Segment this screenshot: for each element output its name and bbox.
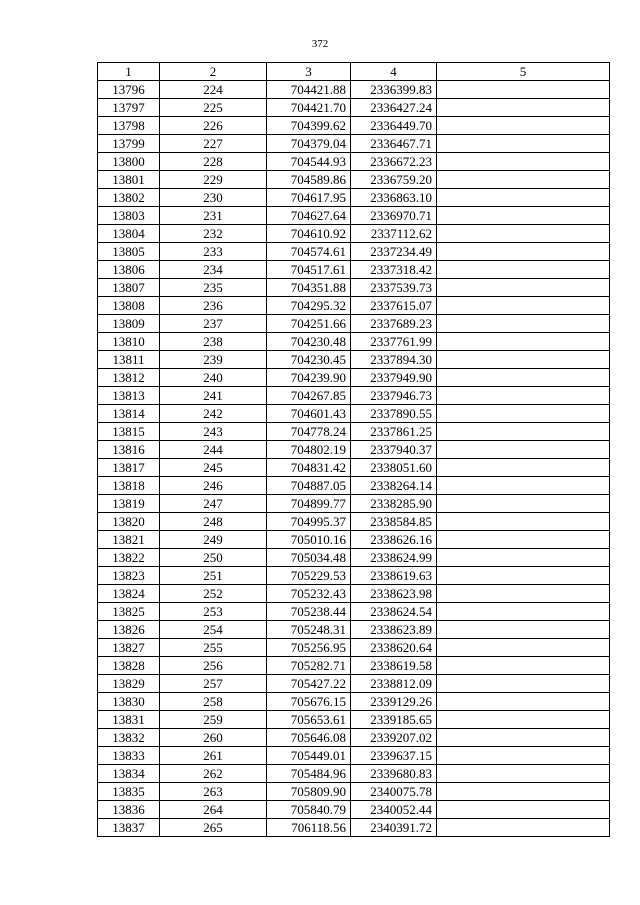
row-number-cell: 13805 bbox=[98, 243, 160, 261]
point-number-cell: 236 bbox=[160, 297, 267, 315]
point-number-cell: 251 bbox=[160, 567, 267, 585]
table-row bbox=[98, 81, 610, 99]
note-cell bbox=[437, 135, 610, 153]
row-number-cell: 13806 bbox=[98, 261, 160, 279]
point-number-cell: 258 bbox=[160, 693, 267, 711]
x-coordinate-cell: 704230.48 bbox=[267, 333, 351, 351]
column-header-1: 1 bbox=[98, 63, 160, 81]
table-row bbox=[98, 711, 610, 729]
note-cell bbox=[437, 549, 610, 567]
table-row bbox=[98, 405, 610, 423]
row-number-cell: 13835 bbox=[98, 783, 160, 801]
x-coordinate-cell: 704802.19 bbox=[267, 441, 351, 459]
point-number-cell: 264 bbox=[160, 801, 267, 819]
y-coordinate-cell: 2336399.83 bbox=[351, 81, 437, 99]
point-number-cell: 259 bbox=[160, 711, 267, 729]
point-number-cell: 241 bbox=[160, 387, 267, 405]
note-cell bbox=[437, 477, 610, 495]
x-coordinate-cell: 705484.96 bbox=[267, 765, 351, 783]
point-number-cell: 247 bbox=[160, 495, 267, 513]
table-row bbox=[98, 387, 610, 405]
x-coordinate-cell: 705676.15 bbox=[267, 693, 351, 711]
note-cell bbox=[437, 585, 610, 603]
table-body bbox=[98, 81, 610, 837]
x-coordinate-cell: 704295.32 bbox=[267, 297, 351, 315]
x-coordinate-cell: 704831.42 bbox=[267, 459, 351, 477]
row-number-cell: 13823 bbox=[98, 567, 160, 585]
point-number-cell: 244 bbox=[160, 441, 267, 459]
row-number-cell: 13833 bbox=[98, 747, 160, 765]
row-number-cell: 13799 bbox=[98, 135, 160, 153]
y-coordinate-cell: 2340391.72 bbox=[351, 819, 437, 837]
point-number-cell: 265 bbox=[160, 819, 267, 837]
x-coordinate-cell: 704887.05 bbox=[267, 477, 351, 495]
y-coordinate-cell: 2337940.37 bbox=[351, 441, 437, 459]
row-number-cell: 13804 bbox=[98, 225, 160, 243]
y-coordinate-cell: 2339680.83 bbox=[351, 765, 437, 783]
note-cell bbox=[437, 531, 610, 549]
note-cell bbox=[437, 801, 610, 819]
point-number-cell: 248 bbox=[160, 513, 267, 531]
row-number-cell: 13830 bbox=[98, 693, 160, 711]
row-number-cell: 13815 bbox=[98, 423, 160, 441]
column-header-4: 4 bbox=[351, 63, 437, 81]
point-number-cell: 233 bbox=[160, 243, 267, 261]
x-coordinate-cell: 704399.62 bbox=[267, 117, 351, 135]
x-coordinate-cell: 705238.44 bbox=[267, 603, 351, 621]
table-row bbox=[98, 243, 610, 261]
note-cell bbox=[437, 675, 610, 693]
table-row bbox=[98, 423, 610, 441]
x-coordinate-cell: 705282.71 bbox=[267, 657, 351, 675]
y-coordinate-cell: 2339637.15 bbox=[351, 747, 437, 765]
y-coordinate-cell: 2339207.02 bbox=[351, 729, 437, 747]
row-number-cell: 13820 bbox=[98, 513, 160, 531]
x-coordinate-cell: 704379.04 bbox=[267, 135, 351, 153]
row-number-cell: 13801 bbox=[98, 171, 160, 189]
x-coordinate-cell: 704899.77 bbox=[267, 495, 351, 513]
note-cell bbox=[437, 639, 610, 657]
table-row bbox=[98, 819, 610, 837]
table-row bbox=[98, 459, 610, 477]
note-cell bbox=[437, 405, 610, 423]
y-coordinate-cell: 2337112.62 bbox=[351, 225, 437, 243]
table-row bbox=[98, 297, 610, 315]
point-number-cell: 246 bbox=[160, 477, 267, 495]
row-number-cell: 13827 bbox=[98, 639, 160, 657]
x-coordinate-cell: 705232.43 bbox=[267, 585, 351, 603]
table-row bbox=[98, 153, 610, 171]
note-cell bbox=[437, 279, 610, 297]
x-coordinate-cell: 704995.37 bbox=[267, 513, 351, 531]
note-cell bbox=[437, 351, 610, 369]
table-row bbox=[98, 675, 610, 693]
x-coordinate-cell: 705646.08 bbox=[267, 729, 351, 747]
x-coordinate-cell: 705653.61 bbox=[267, 711, 351, 729]
note-cell bbox=[437, 333, 610, 351]
table-row bbox=[98, 333, 610, 351]
note-cell bbox=[437, 621, 610, 639]
y-coordinate-cell: 2338619.58 bbox=[351, 657, 437, 675]
y-coordinate-cell: 2336759.20 bbox=[351, 171, 437, 189]
point-number-cell: 257 bbox=[160, 675, 267, 693]
x-coordinate-cell: 705449.01 bbox=[267, 747, 351, 765]
point-number-cell: 250 bbox=[160, 549, 267, 567]
x-coordinate-cell: 704517.61 bbox=[267, 261, 351, 279]
y-coordinate-cell: 2337890.55 bbox=[351, 405, 437, 423]
table-row bbox=[98, 441, 610, 459]
y-coordinate-cell: 2338624.99 bbox=[351, 549, 437, 567]
row-number-cell: 13819 bbox=[98, 495, 160, 513]
table-row bbox=[98, 477, 610, 495]
row-number-cell: 13822 bbox=[98, 549, 160, 567]
table-row bbox=[98, 531, 610, 549]
note-cell bbox=[437, 387, 610, 405]
point-number-cell: 226 bbox=[160, 117, 267, 135]
page-number: 372 bbox=[311, 38, 329, 50]
point-number-cell: 254 bbox=[160, 621, 267, 639]
note-cell bbox=[437, 747, 610, 765]
table-row bbox=[98, 585, 610, 603]
row-number-cell: 13836 bbox=[98, 801, 160, 819]
x-coordinate-cell: 704351.88 bbox=[267, 279, 351, 297]
table-row bbox=[98, 261, 610, 279]
note-cell bbox=[437, 495, 610, 513]
note-cell bbox=[437, 297, 610, 315]
row-number-cell: 13834 bbox=[98, 765, 160, 783]
table-row bbox=[98, 495, 610, 513]
row-number-cell: 13800 bbox=[98, 153, 160, 171]
point-number-cell: 237 bbox=[160, 315, 267, 333]
row-number-cell: 13821 bbox=[98, 531, 160, 549]
row-number-cell: 13803 bbox=[98, 207, 160, 225]
note-cell bbox=[437, 567, 610, 585]
point-number-cell: 229 bbox=[160, 171, 267, 189]
y-coordinate-cell: 2338626.16 bbox=[351, 531, 437, 549]
note-cell bbox=[437, 693, 610, 711]
x-coordinate-cell: 704589.86 bbox=[267, 171, 351, 189]
row-number-cell: 13829 bbox=[98, 675, 160, 693]
table-row bbox=[98, 513, 610, 531]
y-coordinate-cell: 2336449.70 bbox=[351, 117, 437, 135]
row-number-cell: 13809 bbox=[98, 315, 160, 333]
table-row bbox=[98, 729, 610, 747]
note-cell bbox=[437, 225, 610, 243]
note-cell bbox=[437, 369, 610, 387]
table-row bbox=[98, 657, 610, 675]
y-coordinate-cell: 2337894.30 bbox=[351, 351, 437, 369]
row-number-cell: 13802 bbox=[98, 189, 160, 207]
table-row bbox=[98, 189, 610, 207]
note-cell bbox=[437, 117, 610, 135]
note-cell bbox=[437, 819, 610, 837]
y-coordinate-cell: 2338285.90 bbox=[351, 495, 437, 513]
table-row bbox=[98, 621, 610, 639]
table-row bbox=[98, 783, 610, 801]
y-coordinate-cell: 2336672.23 bbox=[351, 153, 437, 171]
note-cell bbox=[437, 261, 610, 279]
y-coordinate-cell: 2339129.26 bbox=[351, 693, 437, 711]
x-coordinate-cell: 704627.64 bbox=[267, 207, 351, 225]
y-coordinate-cell: 2339185.65 bbox=[351, 711, 437, 729]
table-row bbox=[98, 765, 610, 783]
table-row bbox=[98, 351, 610, 369]
point-number-cell: 238 bbox=[160, 333, 267, 351]
point-number-cell: 230 bbox=[160, 189, 267, 207]
point-number-cell: 260 bbox=[160, 729, 267, 747]
x-coordinate-cell: 704239.90 bbox=[267, 369, 351, 387]
row-number-cell: 13796 bbox=[98, 81, 160, 99]
y-coordinate-cell: 2337946.73 bbox=[351, 387, 437, 405]
y-coordinate-cell: 2336970.71 bbox=[351, 207, 437, 225]
table-row bbox=[98, 369, 610, 387]
row-number-cell: 13826 bbox=[98, 621, 160, 639]
note-cell bbox=[437, 459, 610, 477]
row-number-cell: 13837 bbox=[98, 819, 160, 837]
table-row bbox=[98, 801, 610, 819]
point-number-cell: 263 bbox=[160, 783, 267, 801]
x-coordinate-cell: 705809.90 bbox=[267, 783, 351, 801]
x-coordinate-cell: 704421.88 bbox=[267, 81, 351, 99]
y-coordinate-cell: 2340075.78 bbox=[351, 783, 437, 801]
table-row bbox=[98, 99, 610, 117]
table-row bbox=[98, 603, 610, 621]
table-row bbox=[98, 171, 610, 189]
point-number-cell: 234 bbox=[160, 261, 267, 279]
x-coordinate-cell: 704544.93 bbox=[267, 153, 351, 171]
y-coordinate-cell: 2340052.44 bbox=[351, 801, 437, 819]
point-number-cell: 261 bbox=[160, 747, 267, 765]
point-number-cell: 249 bbox=[160, 531, 267, 549]
x-coordinate-cell: 705248.31 bbox=[267, 621, 351, 639]
column-header-5: 5 bbox=[437, 63, 610, 81]
point-number-cell: 228 bbox=[160, 153, 267, 171]
point-number-cell: 231 bbox=[160, 207, 267, 225]
y-coordinate-cell: 2336467.71 bbox=[351, 135, 437, 153]
point-number-cell: 239 bbox=[160, 351, 267, 369]
x-coordinate-cell: 704574.61 bbox=[267, 243, 351, 261]
note-cell bbox=[437, 513, 610, 531]
row-number-cell: 13816 bbox=[98, 441, 160, 459]
table-row bbox=[98, 135, 610, 153]
y-coordinate-cell: 2338051.60 bbox=[351, 459, 437, 477]
row-number-cell: 13814 bbox=[98, 405, 160, 423]
y-coordinate-cell: 2338619.63 bbox=[351, 567, 437, 585]
x-coordinate-cell: 705256.95 bbox=[267, 639, 351, 657]
table-row bbox=[98, 567, 610, 585]
note-cell bbox=[437, 603, 610, 621]
row-number-cell: 13824 bbox=[98, 585, 160, 603]
y-coordinate-cell: 2337539.73 bbox=[351, 279, 437, 297]
note-cell bbox=[437, 153, 610, 171]
note-cell bbox=[437, 423, 610, 441]
x-coordinate-cell: 704601.43 bbox=[267, 405, 351, 423]
row-number-cell: 13810 bbox=[98, 333, 160, 351]
point-number-cell: 235 bbox=[160, 279, 267, 297]
table-row bbox=[98, 117, 610, 135]
y-coordinate-cell: 2338264.14 bbox=[351, 477, 437, 495]
x-coordinate-cell: 705840.79 bbox=[267, 801, 351, 819]
note-cell bbox=[437, 189, 610, 207]
y-coordinate-cell: 2337615.07 bbox=[351, 297, 437, 315]
x-coordinate-cell: 705034.48 bbox=[267, 549, 351, 567]
y-coordinate-cell: 2337234.49 bbox=[351, 243, 437, 261]
x-coordinate-cell: 704778.24 bbox=[267, 423, 351, 441]
note-cell bbox=[437, 207, 610, 225]
column-header-3: 3 bbox=[267, 63, 351, 81]
note-cell bbox=[437, 729, 610, 747]
point-number-cell: 225 bbox=[160, 99, 267, 117]
table-row bbox=[98, 207, 610, 225]
note-cell bbox=[437, 765, 610, 783]
note-cell bbox=[437, 441, 610, 459]
table-row bbox=[98, 279, 610, 297]
note-cell bbox=[437, 315, 610, 333]
x-coordinate-cell: 704610.92 bbox=[267, 225, 351, 243]
x-coordinate-cell: 705229.53 bbox=[267, 567, 351, 585]
row-number-cell: 13813 bbox=[98, 387, 160, 405]
x-coordinate-cell: 704617.95 bbox=[267, 189, 351, 207]
point-number-cell: 232 bbox=[160, 225, 267, 243]
x-coordinate-cell: 705010.16 bbox=[267, 531, 351, 549]
x-coordinate-cell: 706118.56 bbox=[267, 819, 351, 837]
note-cell bbox=[437, 171, 610, 189]
coordinates-table bbox=[97, 62, 610, 837]
point-number-cell: 240 bbox=[160, 369, 267, 387]
y-coordinate-cell: 2338624.54 bbox=[351, 603, 437, 621]
row-number-cell: 13798 bbox=[98, 117, 160, 135]
row-number-cell: 13797 bbox=[98, 99, 160, 117]
header-row bbox=[98, 63, 610, 81]
table-row bbox=[98, 639, 610, 657]
y-coordinate-cell: 2336427.24 bbox=[351, 99, 437, 117]
row-number-cell: 13828 bbox=[98, 657, 160, 675]
point-number-cell: 224 bbox=[160, 81, 267, 99]
point-number-cell: 255 bbox=[160, 639, 267, 657]
row-number-cell: 13807 bbox=[98, 279, 160, 297]
note-cell bbox=[437, 783, 610, 801]
y-coordinate-cell: 2337689.23 bbox=[351, 315, 437, 333]
point-number-cell: 245 bbox=[160, 459, 267, 477]
y-coordinate-cell: 2338623.89 bbox=[351, 621, 437, 639]
point-number-cell: 243 bbox=[160, 423, 267, 441]
point-number-cell: 227 bbox=[160, 135, 267, 153]
row-number-cell: 13818 bbox=[98, 477, 160, 495]
row-number-cell: 13812 bbox=[98, 369, 160, 387]
table-row bbox=[98, 693, 610, 711]
y-coordinate-cell: 2338584.85 bbox=[351, 513, 437, 531]
table-row bbox=[98, 315, 610, 333]
y-coordinate-cell: 2338620.64 bbox=[351, 639, 437, 657]
y-coordinate-cell: 2337861.25 bbox=[351, 423, 437, 441]
row-number-cell: 13825 bbox=[98, 603, 160, 621]
point-number-cell: 252 bbox=[160, 585, 267, 603]
y-coordinate-cell: 2338623.98 bbox=[351, 585, 437, 603]
row-number-cell: 13817 bbox=[98, 459, 160, 477]
table-row bbox=[98, 549, 610, 567]
row-number-cell: 13832 bbox=[98, 729, 160, 747]
note-cell bbox=[437, 99, 610, 117]
table-header bbox=[98, 63, 610, 81]
x-coordinate-cell: 704267.85 bbox=[267, 387, 351, 405]
note-cell bbox=[437, 657, 610, 675]
y-coordinate-cell: 2337949.90 bbox=[351, 369, 437, 387]
x-coordinate-cell: 705427.22 bbox=[267, 675, 351, 693]
point-number-cell: 242 bbox=[160, 405, 267, 423]
row-number-cell: 13831 bbox=[98, 711, 160, 729]
note-cell bbox=[437, 243, 610, 261]
table-row bbox=[98, 225, 610, 243]
x-coordinate-cell: 704230.45 bbox=[267, 351, 351, 369]
y-coordinate-cell: 2337761.99 bbox=[351, 333, 437, 351]
y-coordinate-cell: 2337318.42 bbox=[351, 261, 437, 279]
column-header-2: 2 bbox=[160, 63, 267, 81]
y-coordinate-cell: 2338812.09 bbox=[351, 675, 437, 693]
row-number-cell: 13811 bbox=[98, 351, 160, 369]
point-number-cell: 262 bbox=[160, 765, 267, 783]
note-cell bbox=[437, 711, 610, 729]
y-coordinate-cell: 2336863.10 bbox=[351, 189, 437, 207]
x-coordinate-cell: 704421.70 bbox=[267, 99, 351, 117]
x-coordinate-cell: 704251.66 bbox=[267, 315, 351, 333]
table-row bbox=[98, 747, 610, 765]
note-cell bbox=[437, 81, 610, 99]
row-number-cell: 13808 bbox=[98, 297, 160, 315]
point-number-cell: 256 bbox=[160, 657, 267, 675]
point-number-cell: 253 bbox=[160, 603, 267, 621]
